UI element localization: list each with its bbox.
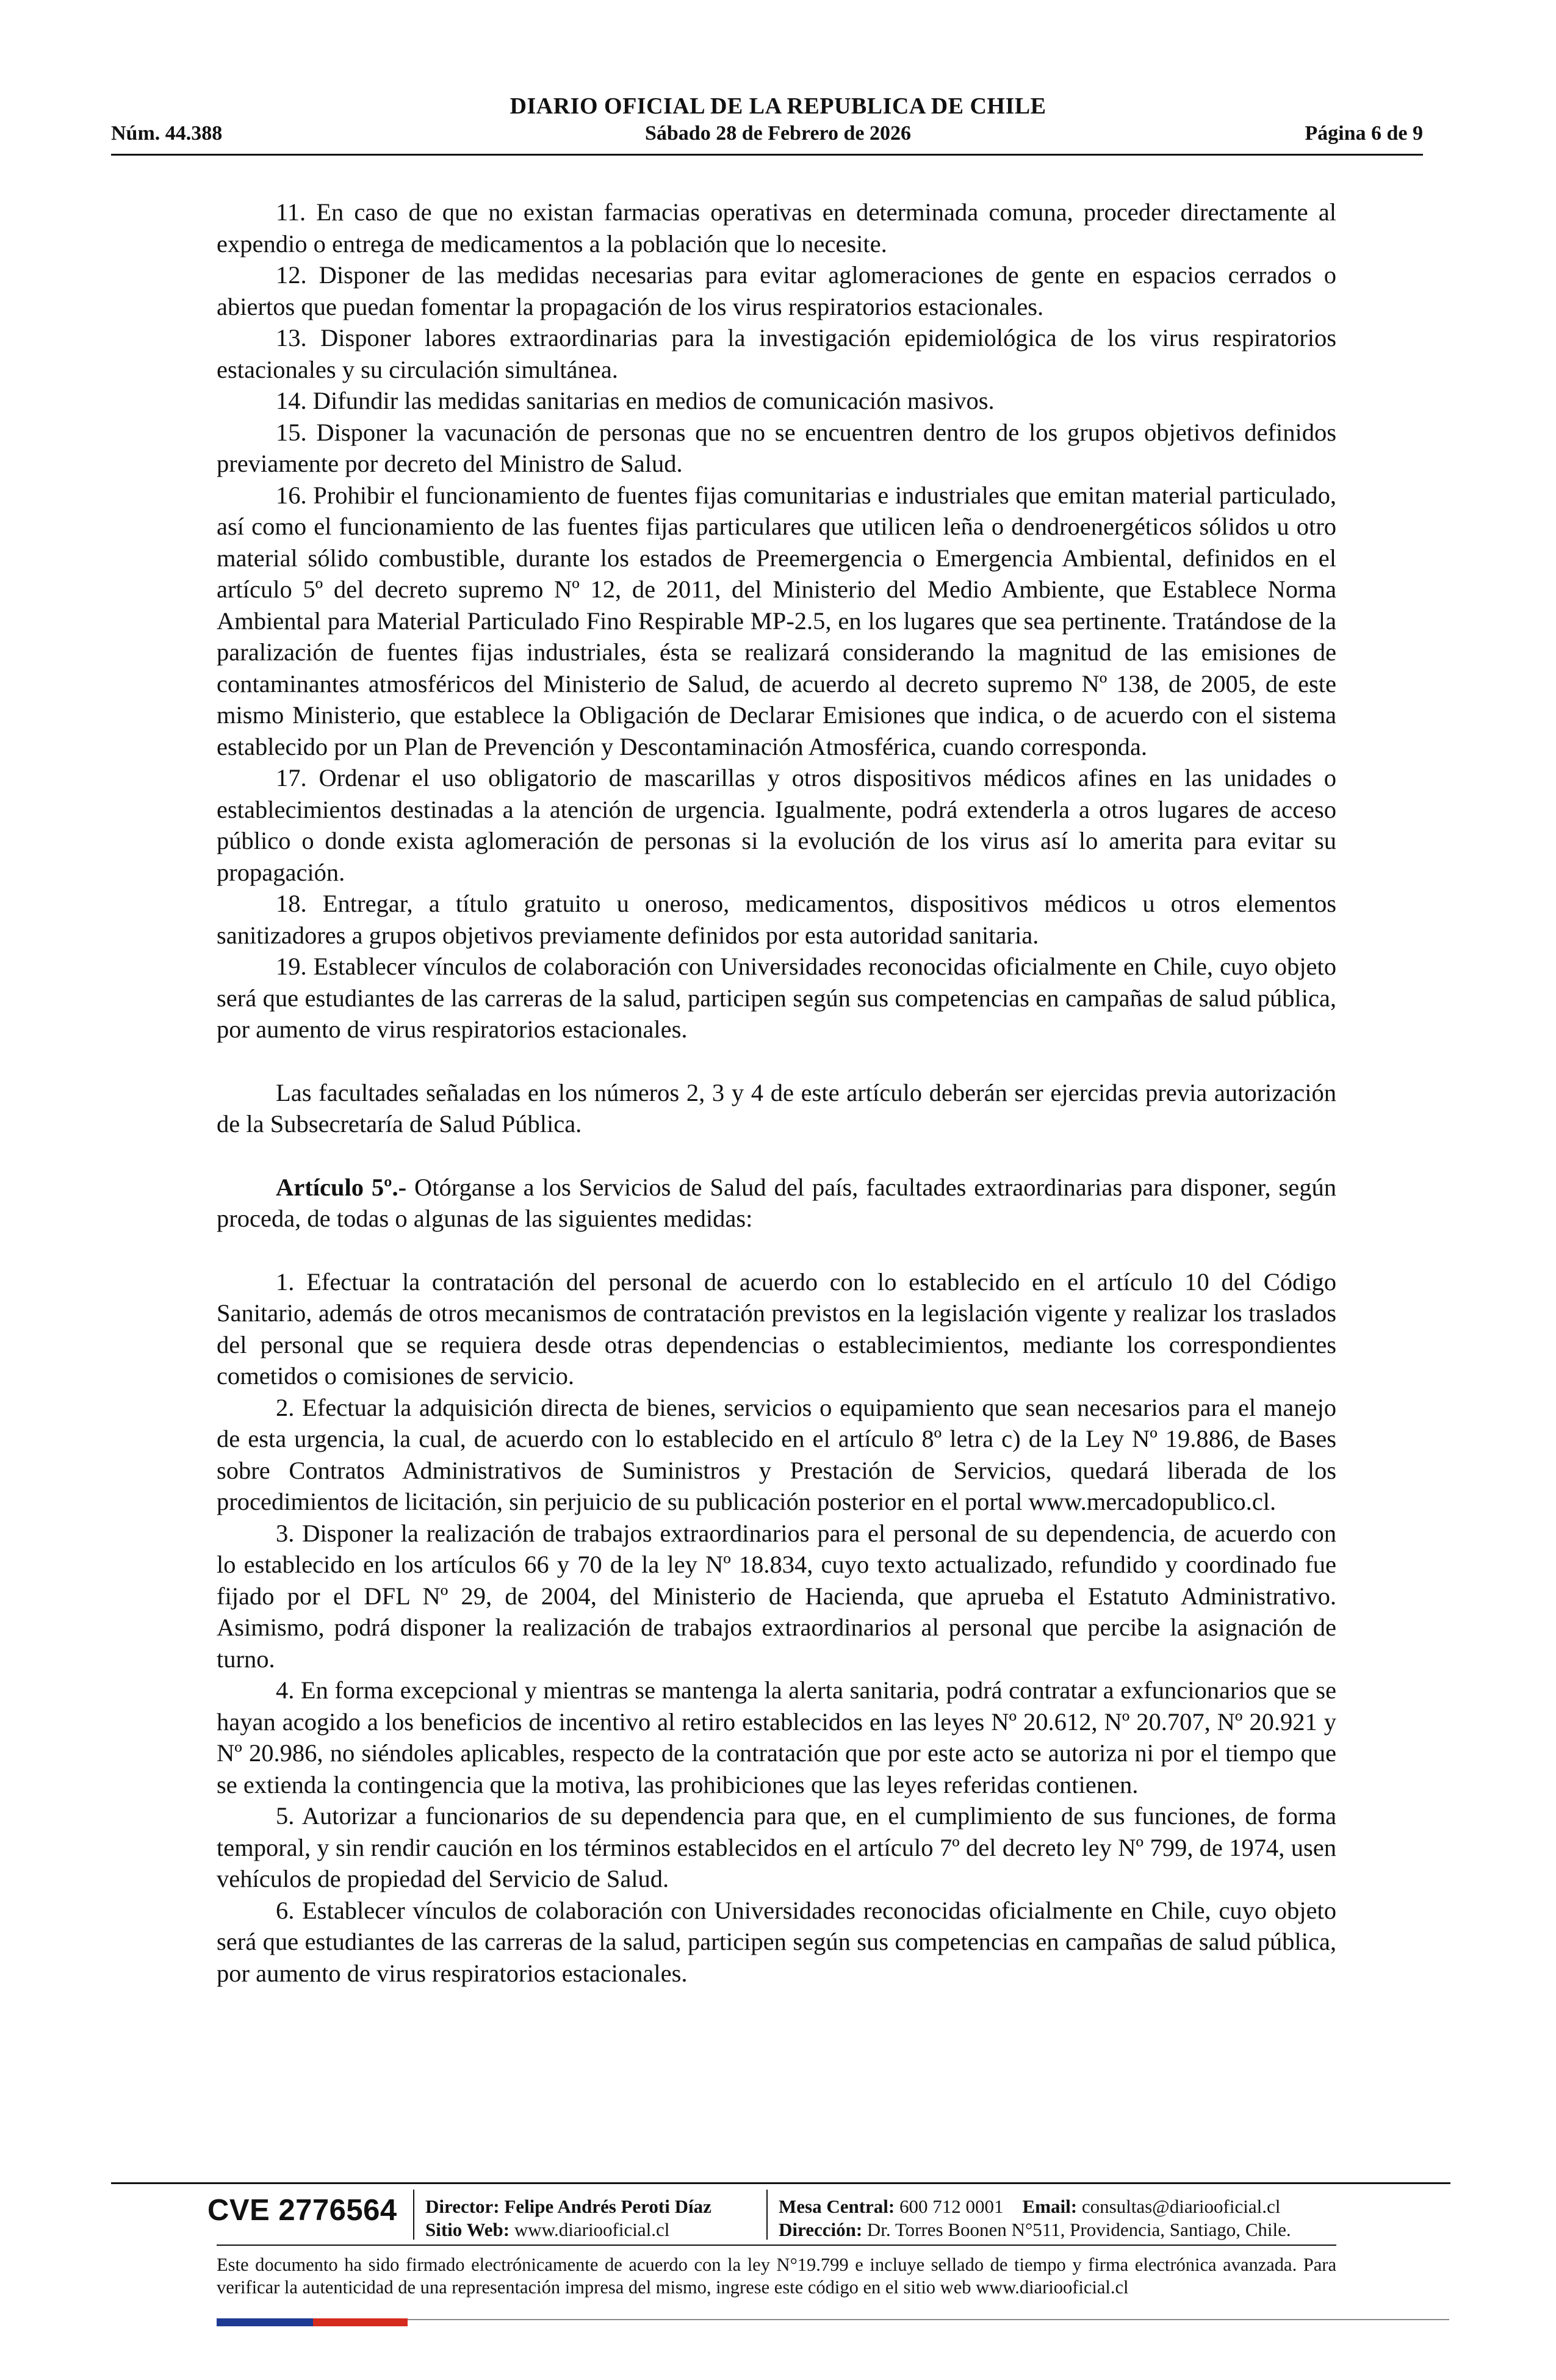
list-item: 17. Ordenar el uso obligatorio de mascarillas y otros dispositivos médicos afines en las unidades o establecimientos destinadas a la atención de urgencia. Igualmente, podrá extenderla a otros lugares de acceso público o donde exista aglomeración de personas si la evolución de los virus así lo amerita para evitar su propagación.: [217, 764, 1336, 886]
article-5-text: Otórganse a los Servicios de Salud del país, facultades extraordinarias para disponer, según proceda, de todas o algunas de las siguientes medidas:: [217, 1173, 1336, 1232]
list-item: 4. En forma excepcional y mientras se mantenga la alerta sanitaria, podrá contratar a exfuncionarios que se hayan acogido a los beneficios de incentivo al retiro establecidos en las leyes Nº 20.612, Nº 20.707, Nº 20.921 y Nº 20.986, no siéndoles aplicables, respecto de la contratación que por este acto se autoriza ni por el tiempo que se extienda la contingencia que la motiva, las prohibiciones que las leyes referidas contienen.: [217, 1676, 1336, 1798]
list-item: 16. Prohibir el funcionamiento de fuentes fijas comunitarias e industriales que emitan material particulado, así como el funcionamiento de las fuentes fijas particulares que utilicen leña o dendroenergéticos sólidos u otro material sólido combustible, durante los estados de Preemergencia o Emergencia Ambiental, definidos en el artículo 5º del decreto supremo Nº 12, de 2011, del Ministerio del Medio Ambiente, que Establece Norma Ambiental para Material Particulado Fino Respirable MP-2.5, en los lugares que sea pertinente. Tratándose de la paralización de fuentes fijas industriales, ésta se realizará considerando la magnitud de las emisiones de contaminantes atmosféricos del Ministerio de Salud, de acuerdo al decreto supremo Nº 138, de 2005, de este mismo Ministerio, que establece la Obligación de Declarar Emisiones que indica, o de acuerdo con el sistema establecido por un Plan de Prevención y Descontaminación Atmosférica, cuando corresponda.: [217, 481, 1336, 760]
list-item: 13. Disponer labores extraordinarias para la investigación epidemiológica de los virus respiratorios estacionales y su circulación simultánea.: [217, 324, 1336, 383]
article-5-label: Artículo 5º.-: [276, 1173, 407, 1201]
document-body: [217, 197, 1336, 1989]
website-link[interactable]: www.diariooficial.cl: [514, 2219, 670, 2240]
mesa-label: Mesa Central:: [779, 2196, 895, 2217]
list-item: 15. Disponer la vacunación de personas que no se encuentren dentro de los grupos objetivos definidos previamente por decreto del Ministro de Salud.: [217, 418, 1336, 477]
direccion-label: Dirección:: [779, 2219, 863, 2240]
list-item: 3. Disponer la realización de trabajos extraordinarios para el personal de su dependencia, de acuerdo con lo establecido en los artículos 66 y 70 de la ley Nº 18.834, cuyo texto actualizado, refundido y coordinado fue fijado por el DFL Nº 29, de 2004, del Ministerio de Hacienda, que aprueba el Estatuto Administrativo. Asimismo, podrá disponer la realización de trabajos extraordinarios al personal que percibe la asignación de turno.: [217, 1519, 1336, 1673]
email-link[interactable]: consultas@diariooficial.cl: [1081, 2196, 1281, 2217]
director-label: Director:: [425, 2196, 500, 2217]
header-divider: [111, 154, 1423, 156]
list-item: 12. Disponer de las medidas necesarias para evitar aglomeraciones de gente en espacios cerrados o abiertos que puedan fomentar la propagación de los virus respiratorios estacionales.: [217, 261, 1336, 320]
facultades-paragraph: Las facultades señaladas en los números 2, 3 y 4 de este artículo deberán ser ejercidas previa autorización de la Subsecretaría de Salud Pública.: [217, 1078, 1336, 1138]
website-label: Sitio Web:: [425, 2219, 510, 2240]
direccion-value: Dr. Torres Boonen N°511, Providencia, Santiago, Chile.: [866, 2219, 1291, 2240]
footer-inner-divider: [217, 2245, 1336, 2246]
list-item: 5. Autorizar a funcionarios de su dependencia para que, en el cumplimiento de sus funciones, de forma temporal, y sin rendir caución en los términos establecidos en el artículo 7º del decreto ley Nº 799, de 1974, usen vehículos de propiedad del Servicio de Salud.: [217, 1802, 1336, 1892]
email-label: Email:: [1022, 2196, 1078, 2217]
flag-stripe-red: [313, 2318, 408, 2326]
list-item: 14. Difundir las medidas sanitarias en medios de comunicación masivos.: [276, 387, 995, 414]
footer-separator: [766, 2190, 768, 2240]
issue-number: Núm. 44.388: [111, 122, 223, 145]
flag-stripe-blue: [217, 2318, 313, 2326]
footer-director-block: [425, 2195, 711, 2241]
list-item: 11. En caso de que no existan farmacias operativas en determinada comuna, proceder directamente al expendio o entrega de medicamentos a la población que lo necesite.: [217, 198, 1336, 258]
footer-divider: [111, 2182, 1450, 2184]
list-item: 1. Efectuar la contratación del personal de acuerdo con lo establecido en el artículo 10 del Código Sanitario, además de otros mecanismos de contratación previstos en la legislación vigente y realizar los traslados del personal que se requiera desde otras dependencias o establecimientos, mediante los correspondientes cometidos o comisiones de servicio.: [217, 1268, 1336, 1390]
list-item: 6. Establecer vínculos de colaboración con Universidades reconocidas oficialmente en Chile, cuyo objeto será que estudiantes de las carreras de la salud, participen según sus competencias en campañas de salud pública, por aumento de virus respiratorios estacionales.: [217, 1896, 1336, 1987]
footer-separator: [413, 2190, 414, 2240]
page-indicator: Página 6 de 9: [1305, 122, 1423, 145]
article-5-heading: [217, 1172, 1336, 1235]
list-item: 18. Entregar, a título gratuito u oneroso, medicamentos, dispositivos médicos u otros elementos sanitizadores a grupos objetivos previamente definidos por esta autoridad sanitaria.: [217, 890, 1336, 949]
gazette-title: DIARIO OFICIAL DE LA REPUBLICA DE CHILE: [510, 93, 1046, 119]
director-name: Felipe Andrés Peroti Díaz: [504, 2196, 711, 2217]
signature-notice: Este documento ha sido firmado electrónicamente de acuerdo con la ley N°19.799 e incluye sellado de tiempo y firma electrónica avanzada. Para verificar la autenticidad de una representación impresa del mismo, ingrese este código en el sitio web www.diariooficial.cl: [217, 2254, 1336, 2298]
mesa-phone: 600 712 0001: [899, 2196, 1004, 2217]
list-item: 19. Establecer vínculos de colaboración con Universidades reconocidas oficialmente en Chile, cuyo objeto será que estudiantes de las carreras de la salud, participen según sus competencias en campañas de salud pública, por aumento de virus respiratorios estacionales.: [217, 953, 1336, 1043]
issue-date: Sábado 28 de Febrero de 2026: [644, 122, 912, 145]
cve-code: CVE 2776564: [207, 2194, 397, 2227]
footer-contact-block: [779, 2195, 1291, 2241]
list-item: 2. Efectuar la adquisición directa de bienes, servicios o equipamiento que sean necesarios para el manejo de esta urgencia, la cual, de acuerdo con lo establecido en el artículo 8º letra c) de la Ley Nº 19.886, de Bases sobre Contratos Administrativos de Suministros y Prestación de Servicios, quedará liberada de los procedimientos de licitación, sin perjuicio de su publicación posterior en el portal www.mercadopublico.cl.: [217, 1393, 1336, 1515]
